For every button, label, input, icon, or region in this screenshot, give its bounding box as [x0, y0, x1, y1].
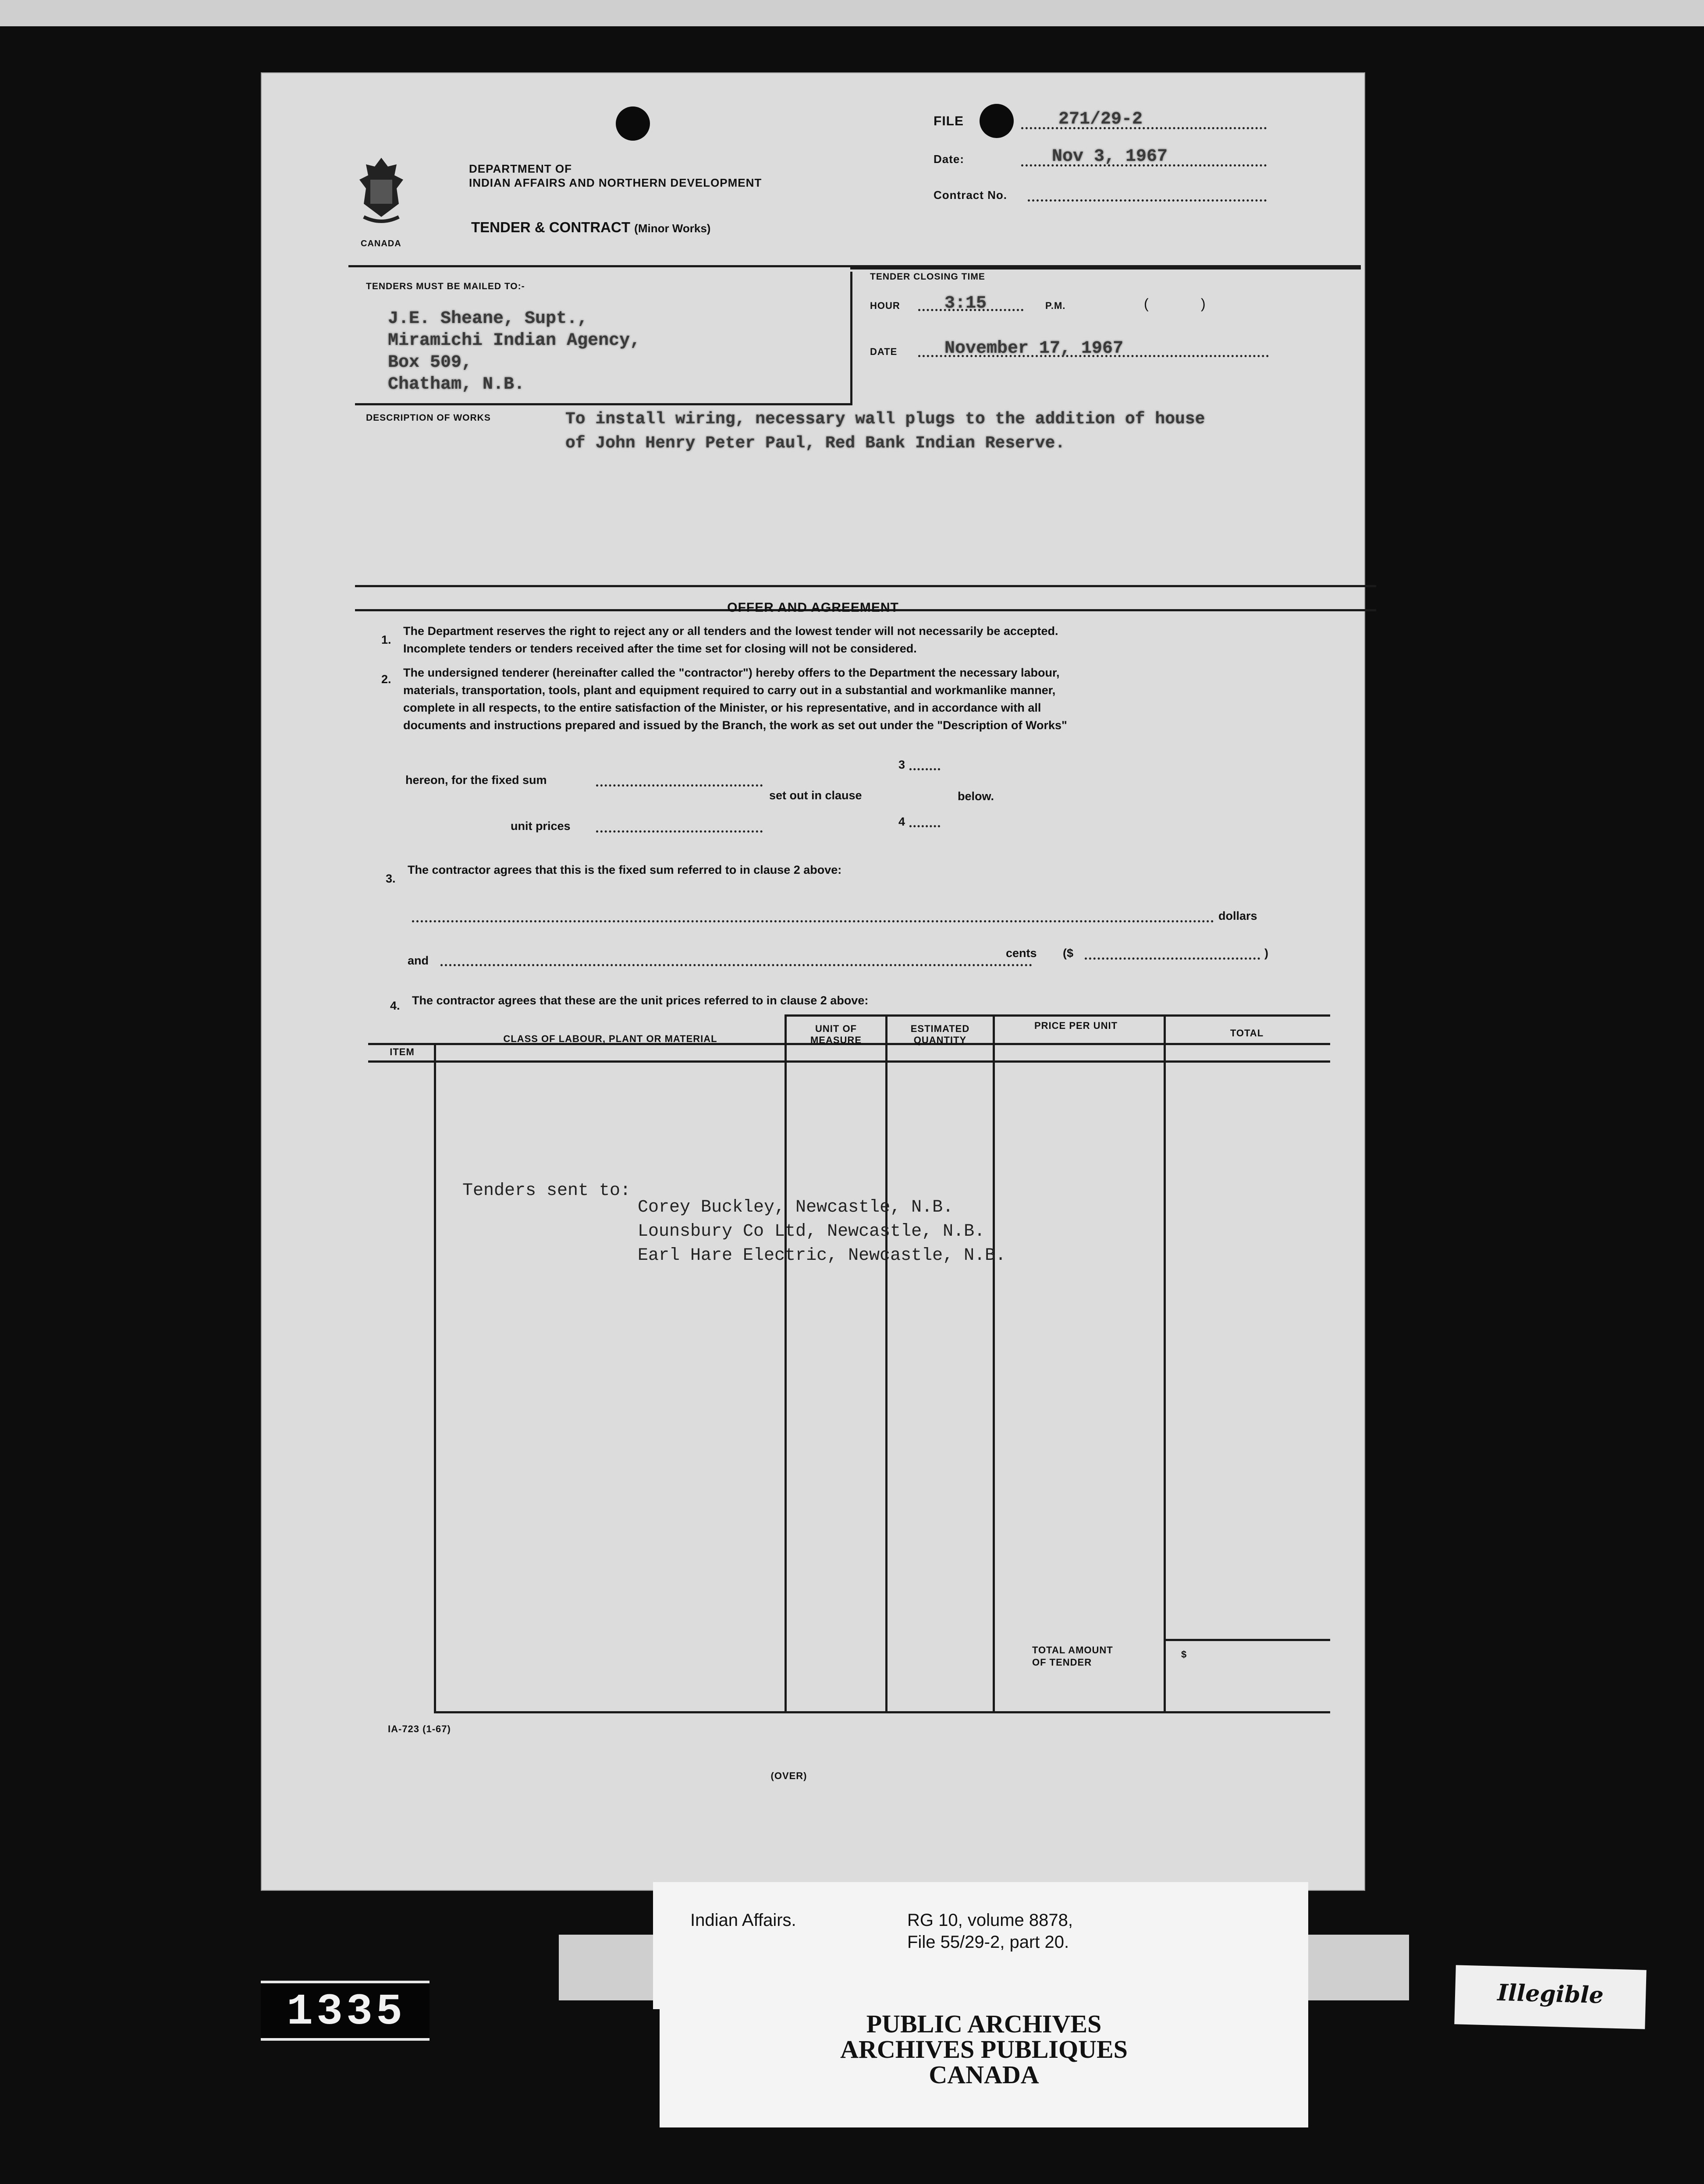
punch-hole-left	[616, 106, 650, 141]
offer-title: OFFER AND AGREEMENT	[727, 600, 899, 615]
clause-ref-3-dots	[909, 768, 940, 770]
dollar-amount-close: )	[1264, 947, 1268, 960]
header-estimated-quantity: ESTIMATED QUANTITY	[910, 1023, 970, 1046]
closing-date-value: November 17, 1967	[944, 339, 1124, 358]
archive-stamp-line-1: PUBLIC ARCHIVES	[866, 2010, 1102, 2038]
handwritten-note: Illegible	[1497, 1979, 1604, 2009]
table-col-1-line	[434, 1043, 436, 1713]
closing-date-label: DATE	[870, 346, 898, 357]
archive-reference-card	[653, 1882, 1308, 2009]
works-line-2: of John Henry Peter Paul, Red Bank Indian Reserve.	[565, 434, 1065, 453]
dollar-amount-open: ($	[1063, 947, 1074, 960]
contract-label: Contract No.	[934, 188, 1007, 202]
film-top-strip	[0, 0, 1704, 26]
collection-name: Indian Affairs.	[690, 1911, 796, 1930]
closing-divider	[850, 272, 852, 403]
clause-1-line-2: Incomplete tenders or tenders received after the time set for closing will not be considered.	[403, 642, 917, 655]
header-price-per-unit: PRICE PER UNIT	[1034, 1020, 1118, 1031]
header-total: TOTAL	[1230, 1028, 1264, 1039]
clause-3-number: 3.	[386, 872, 396, 885]
table-col-3-line	[885, 1014, 888, 1713]
reference-line-2: File 55/29-2, part 20.	[907, 1932, 1069, 1952]
table-col-5-line	[1164, 1014, 1166, 1713]
total-dollar-symbol: $	[1181, 1649, 1187, 1660]
form-subtitle-text: (Minor Works)	[634, 222, 711, 235]
tenders-sent-line-3: Earl Hare Electric, Newcastle, N.B.	[638, 1246, 1006, 1266]
clause-2-line-4: documents and instructions prepared and issued by the Branch, the work as set out under the "Description of Works"	[403, 719, 1067, 732]
dollars-label: dollars	[1218, 909, 1257, 922]
mailing-address-line-4: Chatham, N.B.	[388, 375, 525, 394]
header-item: ITEM	[390, 1046, 415, 1057]
pm-label: P.M.	[1045, 300, 1066, 311]
file-value: 271/29-2	[1058, 110, 1143, 129]
works-line-1: To install wiring, necessary wall plugs to the addition of house	[565, 410, 1205, 429]
table-header-bottom-rule	[368, 1060, 1330, 1063]
hereon-label: hereon, for the fixed sum	[405, 773, 547, 787]
frame-number-text: 1335	[286, 1988, 406, 2037]
tenders-sent-heading: Tenders sent to:	[462, 1181, 631, 1201]
punch-hole-right	[980, 104, 1014, 138]
film-frame-number	[261, 1981, 430, 2041]
paren-open: (	[1144, 296, 1149, 312]
clause-ref-4: 4	[898, 815, 905, 828]
clause-2-line-1: The undersigned tenderer (hereinafter called the "contractor") hereby offers to the Department the necessary labour,	[403, 666, 1060, 679]
hour-label: HOUR	[870, 300, 900, 311]
mailing-address-line-1: J.E. Sheane, Supt.,	[388, 309, 588, 329]
clause-1-line-1: The Department reserves the right to reject any or all tenders and the lowest tender will not necessarily be accepted.	[403, 624, 1058, 638]
over-label: (OVER)	[770, 1770, 807, 1781]
set-out-label: set out in clause	[769, 789, 862, 802]
header-unit-of-measure: UNIT OF MEASURE	[810, 1023, 862, 1046]
clause-2-number: 2.	[381, 673, 391, 686]
cents-label: cents	[1006, 947, 1037, 960]
mailing-address-line-2: Miramichi Indian Agency,	[388, 331, 641, 351]
clause-ref-4-dots	[909, 825, 940, 827]
dollars-dotted-line	[412, 920, 1214, 922]
clause-2-line-2: materials, transportation, tools, plant and equipment required to carry out in a substantial and workmanlike manner,	[403, 684, 1056, 697]
department-line-2: INDIAN AFFAIRS AND NORTHERN DEVELOPMENT	[469, 176, 762, 189]
mailing-bottom-rule	[355, 403, 852, 405]
works-bottom-rule	[355, 585, 1376, 587]
department-line-1: DEPARTMENT OF	[469, 162, 572, 175]
hour-value: 3:15	[944, 294, 987, 313]
total-amount-label-2: OF TENDER	[1032, 1657, 1092, 1668]
archive-stamp-line-2: ARCHIVES PUBLIQUES	[840, 2035, 1128, 2063]
tenders-sent-line-2: Lounsbury Co Ltd, Newcastle, N.B.	[638, 1222, 985, 1241]
form-title-text: TENDER & CONTRACT	[471, 219, 630, 235]
canada-crest-icon	[355, 156, 408, 230]
table-bottom-rule	[434, 1711, 1330, 1713]
table-col-2-line	[785, 1014, 787, 1713]
unit-prices-dotted-line	[596, 830, 763, 833]
clause-ref-3: 3	[898, 758, 905, 771]
below-label: below.	[958, 790, 994, 803]
mailing-address-line-3: Box 509,	[388, 353, 472, 372]
and-label: and	[408, 954, 429, 967]
country-label: CANADA	[361, 239, 401, 248]
file-label: FILE	[934, 114, 964, 128]
dollar-amount-dotted-line	[1085, 957, 1260, 960]
total-box-top-rule	[1164, 1639, 1330, 1641]
date-value: Nov 3, 1967	[1052, 147, 1168, 167]
header-class: CLASS OF LABOUR, PLANT OR MATERIAL	[503, 1033, 717, 1044]
clause-2-line-3: complete in all respects, to the entire satisfaction of the Minister, or his representative, and in accordance with all	[403, 701, 1041, 714]
fixed-sum-dotted-line	[596, 784, 763, 787]
archive-stamp-line-3: CANADA	[929, 2060, 1039, 2089]
tender-form-page	[261, 72, 1365, 1891]
total-amount-label-1: TOTAL AMOUNT	[1032, 1645, 1113, 1656]
file-dotted-line	[1021, 127, 1267, 129]
clause-4-number: 4.	[390, 999, 400, 1012]
mailing-label: TENDERS MUST BE MAILED TO:-	[366, 281, 525, 291]
form-number: IA-723 (1-67)	[388, 1723, 451, 1734]
paren-close: )	[1201, 296, 1206, 312]
closing-label: TENDER CLOSING TIME	[870, 272, 985, 282]
table-col-4-line	[993, 1014, 995, 1713]
form-title	[471, 219, 710, 236]
closing-top-rule	[850, 267, 1361, 269]
handwritten-note-card	[1454, 1965, 1646, 2029]
clause-1-number: 1.	[381, 633, 391, 646]
date-label: Date:	[934, 152, 965, 166]
contract-dotted-line	[1028, 199, 1267, 202]
archive-stamp-card	[660, 2000, 1308, 2127]
unit-prices-label: unit prices	[511, 819, 571, 833]
clause-4-text: The contractor agrees that these are the unit prices referred to in clause 2 above:	[412, 994, 869, 1007]
clause-3-text: The contractor agrees that this is the fixed sum referred to in clause 2 above:	[408, 863, 842, 876]
works-label: DESCRIPTION OF WORKS	[366, 413, 491, 423]
table-top-rule	[785, 1014, 1330, 1017]
reference-line-1: RG 10, volume 8878,	[907, 1911, 1073, 1930]
cents-dotted-line	[440, 964, 1032, 966]
tenders-sent-line-1: Corey Buckley, Newcastle, N.B.	[638, 1198, 954, 1217]
